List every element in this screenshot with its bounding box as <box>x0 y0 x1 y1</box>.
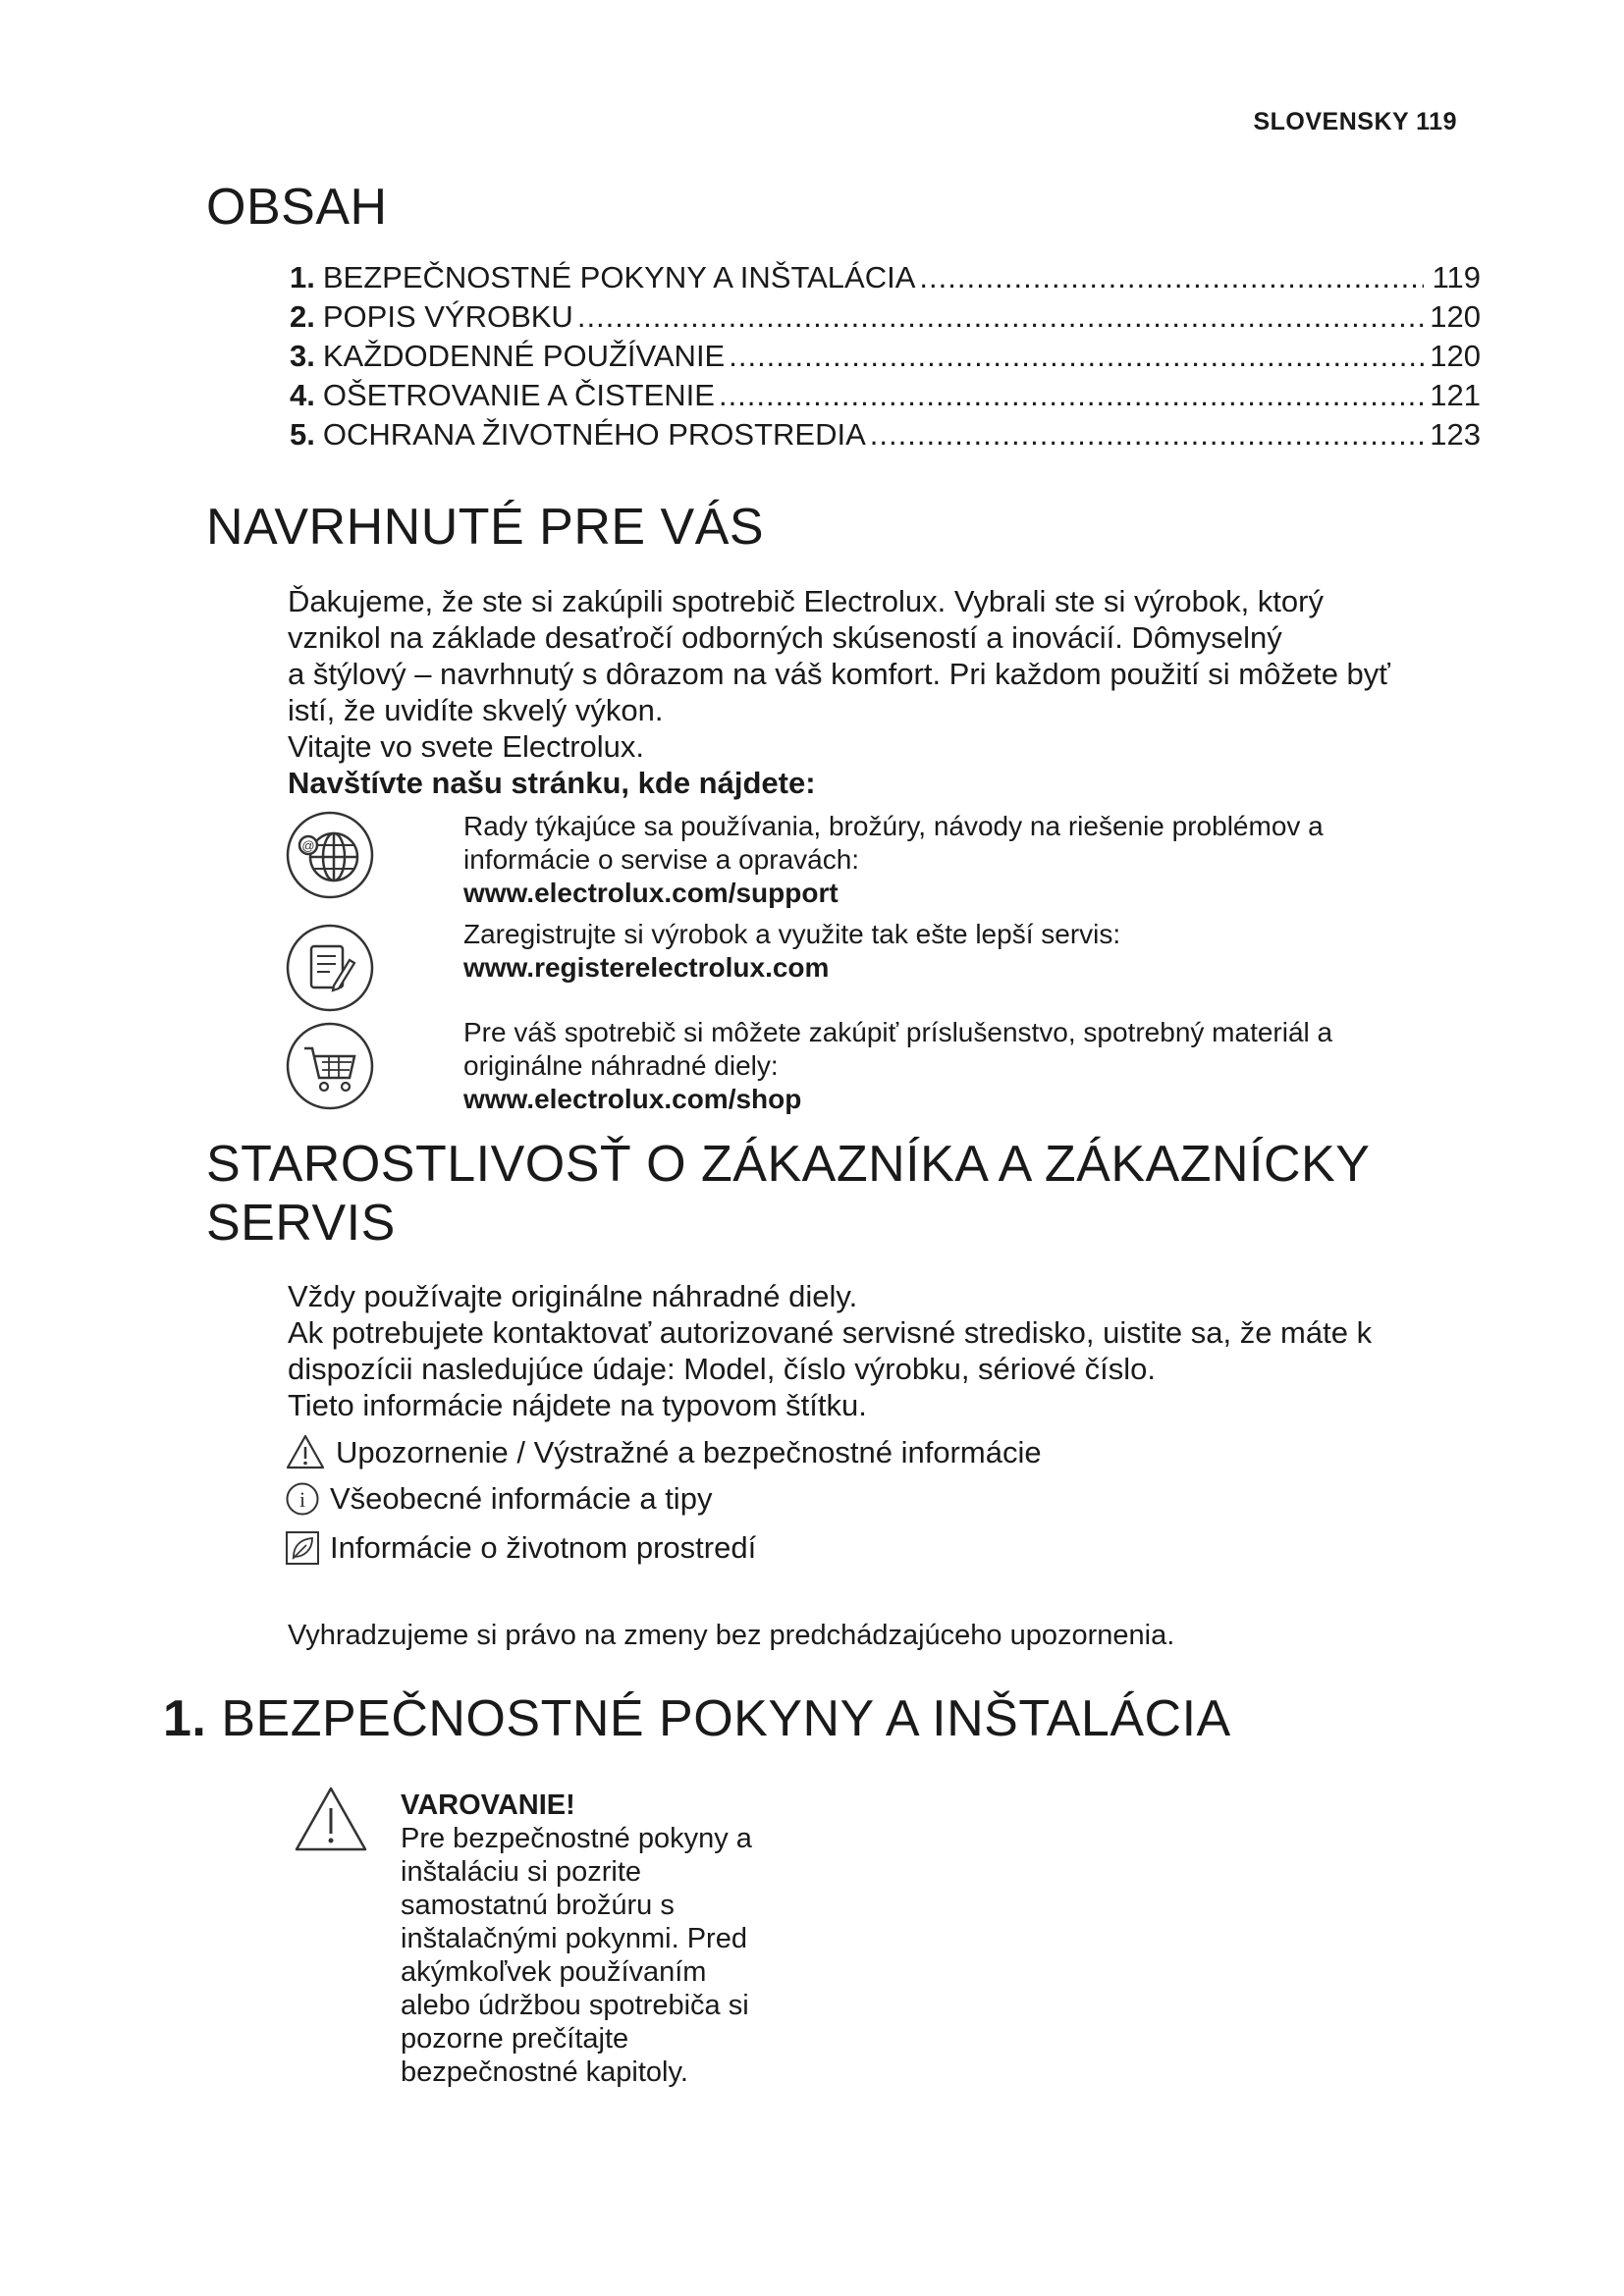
toc-item-number: 2. <box>290 299 315 334</box>
legend-environment <box>285 1529 756 1566</box>
warning-line: alebo údržbou spotrebiča si <box>401 1990 749 2021</box>
warning-line: pozorne prečítajte <box>401 2023 629 2055</box>
visit-heading: Navštívte našu stránku, kde nájdete: <box>288 766 816 800</box>
svg-text:i: i <box>298 1486 306 1512</box>
intro-line: vznikol na základe desaťročí odborných skúseností a inovácií. Dômyselný <box>288 620 1282 655</box>
designed-intro <box>288 583 1495 801</box>
toc-leader-dots <box>870 415 1424 454</box>
customer-care-text <box>288 1278 1495 1423</box>
legend-label: Všeobecné informácie a tipy <box>330 1481 713 1516</box>
toc-title: OBSAH <box>206 179 388 236</box>
toc-item-number: 5. <box>290 417 315 452</box>
warning-line: bezpečnostné kapitoly. <box>401 2056 688 2088</box>
svg-text:@: @ <box>301 838 315 853</box>
warning-line: inštalačnými pokynmi. Pred <box>401 1923 747 1954</box>
support-link-text <box>463 810 1416 910</box>
section-1-heading <box>163 1690 1231 1749</box>
toc-item[interactable] <box>290 415 1481 454</box>
link-description-line: Pre váš spotrebič si môžete zakúpiť príslušenstvo, spotrebný materiál a <box>463 1017 1333 1047</box>
register-url-link[interactable]: www.registerelectrolux.com <box>463 952 830 983</box>
toc-leader-dots <box>729 337 1424 376</box>
toc-item[interactable] <box>290 258 1481 297</box>
care-line: Vždy používajte originálne náhradné diely. <box>288 1279 858 1313</box>
toc-item-label: OŠETROVANIE A ČISTENIE <box>322 378 715 412</box>
page-header-label: SLOVENSKY 119 <box>1253 108 1457 135</box>
intro-line: istí, že uvidíte skvelý výkon. <box>288 693 664 727</box>
legend-info <box>285 1480 712 1517</box>
shop-url-link[interactable]: www.electrolux.com/shop <box>463 1084 802 1114</box>
designed-title: NAVRHNUTÉ PRE VÁS <box>206 499 765 556</box>
warning-icon <box>285 1433 326 1470</box>
toc-item-label: BEZPEČNOSTNÉ POKYNY A INŠTALÁCIA <box>322 260 916 294</box>
link-description-line: originálne náhradné diely: <box>463 1050 779 1081</box>
warning-icon <box>293 1785 369 1853</box>
toc-item-page: 120 <box>1430 299 1481 334</box>
link-description-line: Rady týkajúce sa používania, brožúry, návody na riešenie problémov a <box>463 811 1324 841</box>
link-description-line: Zaregistrujte si výrobok a využite tak ešte lepší servis: <box>463 919 1121 949</box>
toc-item-label: OCHRANA ŽIVOTNÉHO PROSTREDIA <box>322 417 866 452</box>
toc-item[interactable] <box>290 376 1481 415</box>
warning-line: akýmkoľvek používaním <box>401 1956 707 1988</box>
toc-item-page: 123 <box>1430 417 1481 452</box>
legend-label: Upozornenie / Výstražné a bezpečnostné informácie <box>336 1434 1042 1469</box>
toc-leader-dots <box>919 258 1424 297</box>
shop-link-row <box>285 1016 1414 1124</box>
legend-warning <box>285 1433 1042 1470</box>
toc-item-label: POPIS VÝROBKU <box>322 299 573 334</box>
warning-line: inštaláciu si pozrite <box>401 1856 641 1888</box>
warning-box <box>401 1789 813 2089</box>
warning-line: samostatnú brožúru s <box>401 1890 675 1921</box>
care-line: Tieto informácie nájdete na typovom štítku. <box>288 1388 867 1422</box>
toc-item[interactable] <box>290 297 1481 337</box>
globe-icon <box>285 810 375 900</box>
toc-item-label: KAŽDODENNÉ POUŽÍVANIE <box>322 339 726 373</box>
shopping-cart-icon <box>285 1021 375 1111</box>
toc-item-number: 4. <box>290 378 315 412</box>
legend-label: Informácie o životnom prostredí <box>330 1530 757 1565</box>
table-of-contents <box>290 258 1481 454</box>
environment-leaf-icon <box>285 1530 320 1566</box>
shop-link-text <box>463 1016 1416 1116</box>
title-line: STAROSTLIVOSŤ O ZÁKAZNÍKA A ZÁKAZNÍCKY <box>206 1136 1371 1193</box>
support-url-link[interactable]: www.electrolux.com/support <box>463 878 839 908</box>
register-link-row <box>285 918 1414 1026</box>
link-description-line: informácie o servise a opravách: <box>463 844 860 875</box>
toc-item-page: 120 <box>1430 339 1481 373</box>
warning-title: VAROVANIE! <box>401 1789 575 1821</box>
title-line: SERVIS <box>206 1194 396 1252</box>
toc-item-number: 1. <box>290 260 315 294</box>
warning-line: Pre bezpečnostné pokyny a <box>401 1823 752 1854</box>
toc-item-page: 121 <box>1430 378 1481 412</box>
section-title: BEZPEČNOSTNÉ POKYNY A INŠTALÁCIA <box>221 1690 1231 1747</box>
toc-item-number: 3. <box>290 339 315 373</box>
intro-line: Vitajte vo svete Electrolux. <box>288 729 644 764</box>
support-link-row <box>285 810 1414 918</box>
intro-line: a štýlový – navrhnutý s dôrazom na váš komfort. Pri každom použití si môžete byť <box>288 657 1390 691</box>
toc-item-page: 119 <box>1432 260 1481 294</box>
toc-item[interactable] <box>290 337 1481 376</box>
care-line: dispozícii nasledujúce údaje: Model, číslo výrobku, sériové číslo. <box>288 1352 1156 1386</box>
intro-line: Ďakujeme, že ste si zakúpili spotrebič Electrolux. Vybrali ste si výrobok, ktorý <box>288 584 1324 618</box>
register-icon <box>285 923 375 1013</box>
toc-leader-dots <box>577 297 1424 337</box>
info-icon <box>285 1481 320 1517</box>
register-link-text <box>463 918 1416 985</box>
disclaimer: Vyhradzujeme si právo na zmeny bez predchádzajúceho upozornenia. <box>288 1620 1175 1651</box>
care-line: Ak potrebujete kontaktovať autorizované servisné stredisko, uistite sa, že máte k <box>288 1315 1373 1350</box>
section-number: 1. <box>163 1690 207 1747</box>
toc-leader-dots <box>719 376 1424 415</box>
customer-care-title <box>206 1136 1483 1254</box>
